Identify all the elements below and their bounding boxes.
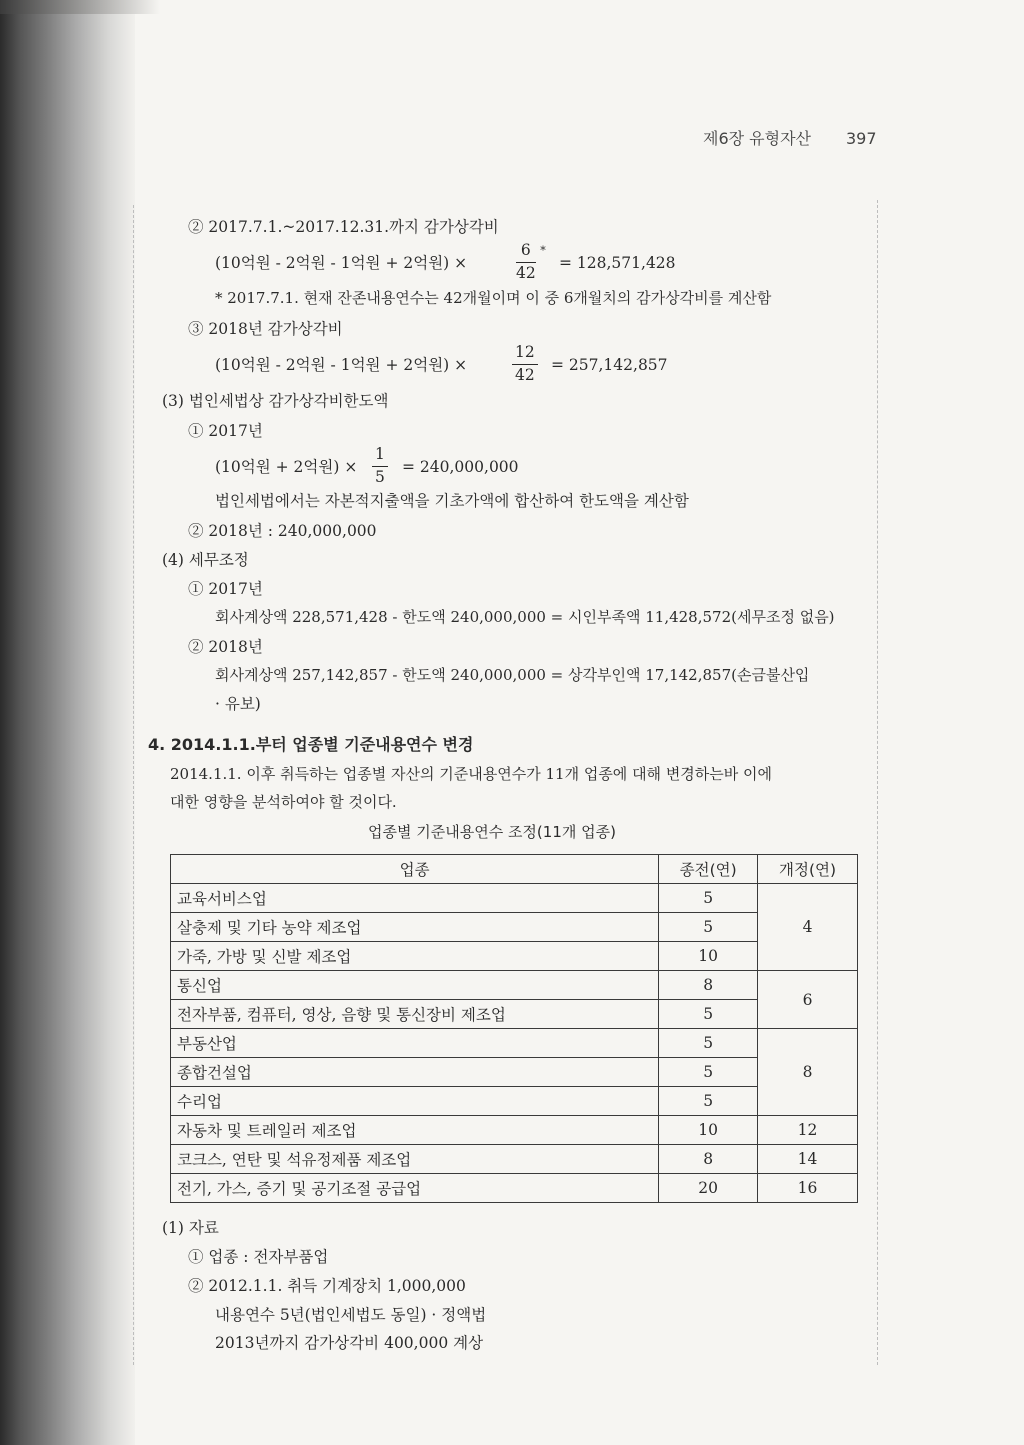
before-years: 8: [659, 1145, 758, 1174]
section4-item2-line1: 회사계상액 257,142,857 - 한도액 240,000,000 = 상각부인액 17,142,857(손금불산입: [215, 666, 810, 684]
chapter-title: 제6장 유형자산: [703, 129, 812, 148]
industry-name: 교육서비스업: [171, 884, 659, 913]
industry-table: [170, 854, 858, 1203]
industry-name: 전자부품, 컴퓨터, 영상, 음향 및 통신장비 제조업: [171, 1000, 659, 1029]
section-paragraph-line1: 2014.1.1. 이후 취득하는 업종별 자산의 기준내용연수가 11개 업종에 대해 변경하는바 이에: [170, 765, 773, 783]
header-industry: 업종: [171, 855, 659, 884]
table-row: [171, 1174, 858, 1203]
header-after: 개정(연): [758, 855, 858, 884]
item2-frac-asterisk: *: [540, 244, 546, 257]
table-row: [171, 1029, 858, 1058]
revised-years: 8: [758, 1029, 858, 1116]
data-item2-line3: 2013년까지 감가상각비 400,000 계상: [215, 1334, 484, 1352]
revised-years: 16: [758, 1174, 858, 1203]
item2-frac-denominator: 42: [516, 263, 536, 282]
item3-frac-denominator: 42: [515, 365, 535, 384]
section3-frac-numerator: 1: [372, 447, 388, 467]
industry-name: 통신업: [171, 971, 659, 1000]
item3-frac-numerator: 12: [512, 345, 538, 365]
item2-frac-numerator: 6: [516, 243, 536, 263]
data-item1: ① 업종 : 전자부품업: [188, 1248, 329, 1266]
industry-name: 자동차 및 트레일러 제조업: [171, 1116, 659, 1145]
before-years: 5: [659, 1058, 758, 1087]
item2-footnote: * 2017.7.1. 현재 잔존내용연수는 42개월이며 이 중 6개월치의 감가상각비를 계산함: [215, 289, 772, 307]
industry-name: 코크스, 연탄 및 석유정제품 제조업: [171, 1145, 659, 1174]
section4-title: (4) 세무조정: [162, 551, 249, 569]
table-row: [171, 1087, 858, 1116]
revised-years: 4: [758, 884, 858, 971]
item2-result: = 128,571,428: [559, 254, 676, 272]
revised-years: 12: [758, 1116, 858, 1145]
data-item2-line1: ② 2012.1.1. 취득 기계장치 1,000,000: [188, 1277, 466, 1295]
book-binding-shadow: [0, 0, 135, 1445]
section3-item2: ② 2018년 : 240,000,000: [188, 522, 377, 540]
section3-result: = 240,000,000: [402, 458, 519, 476]
before-years: 10: [659, 942, 758, 971]
table-row: [171, 884, 858, 913]
section-paragraph-line2: 대한 영향을 분석하여야 할 것이다.: [170, 793, 397, 811]
item2-title: ② 2017.7.1.~2017.12.31.까지 감가상각비: [188, 218, 499, 236]
industry-name: 종합건설업: [171, 1058, 659, 1087]
item3-formula-left: (10억원 - 2억원 - 1억원 + 2억원) ×: [215, 356, 468, 374]
table-row: [171, 1058, 858, 1087]
before-years: 10: [659, 1116, 758, 1145]
table-header-row: [171, 855, 858, 884]
item3-title: ③ 2018년 감가상각비: [188, 320, 343, 338]
section3-item1-title: ① 2017년: [188, 422, 263, 440]
table-row: [171, 971, 858, 1000]
industry-name: 전기, 가스, 증기 및 공기조절 공급업: [171, 1174, 659, 1203]
page-number: 397: [846, 129, 877, 148]
data-item2-line2: 내용연수 5년(법인세법도 동일) · 정액법: [215, 1306, 487, 1324]
before-years: 20: [659, 1174, 758, 1203]
section3-fraction: [372, 447, 388, 485]
left-margin-guide: [133, 205, 134, 1365]
section3-note: 법인세법에서는 자본적지출액을 기초가액에 합산하여 한도액을 계산함: [215, 492, 689, 510]
before-years: 5: [659, 884, 758, 913]
before-years: 5: [659, 913, 758, 942]
industry-name: 살충제 및 기타 농약 제조업: [171, 913, 659, 942]
table-row: [171, 1145, 858, 1174]
item2-fraction: [516, 241, 546, 282]
revised-years: 6: [758, 971, 858, 1029]
section3-frac-denominator: 5: [375, 467, 385, 486]
before-years: 5: [659, 1087, 758, 1116]
industry-name: 부동산업: [171, 1029, 659, 1058]
header-before: 종전(연): [659, 855, 758, 884]
section4-item1-title: ① 2017년: [188, 580, 263, 598]
section4-item2-title: ② 2018년: [188, 638, 263, 656]
right-margin-guide: [877, 200, 878, 1365]
item3-result: = 257,142,857: [551, 356, 668, 374]
revised-years: 14: [758, 1145, 858, 1174]
table-caption: 업종별 기준내용연수 조정(11개 업종): [368, 823, 616, 841]
section3-formula-left: (10억원 + 2억원) ×: [215, 458, 358, 476]
item3-fraction: [512, 345, 538, 383]
section4-item1-text: 회사계상액 228,571,428 - 한도액 240,000,000 = 시인부족액 11,428,572(세무조정 없음): [215, 608, 835, 626]
section3-title: (3) 법인세법상 감가상각비한도액: [162, 392, 389, 410]
industry-name: 수리업: [171, 1087, 659, 1116]
table-row: [171, 1116, 858, 1145]
table-row: [171, 913, 858, 942]
industry-name: 가죽, 가방 및 신발 제조업: [171, 942, 659, 971]
section4-item2-line2: · 유보): [215, 695, 261, 713]
before-years: 5: [659, 1000, 758, 1029]
before-years: 8: [659, 971, 758, 1000]
data-section-title: (1) 자료: [162, 1219, 219, 1237]
book-binding-top-shadow: [0, 0, 160, 14]
table-row: [171, 942, 858, 971]
item2-formula-left: (10억원 - 2억원 - 1억원 + 2억원) ×: [215, 254, 468, 272]
before-years: 5: [659, 1029, 758, 1058]
table-row: [171, 1000, 858, 1029]
section-heading: 4. 2014.1.1.부터 업종별 기준내용연수 변경: [148, 735, 474, 754]
